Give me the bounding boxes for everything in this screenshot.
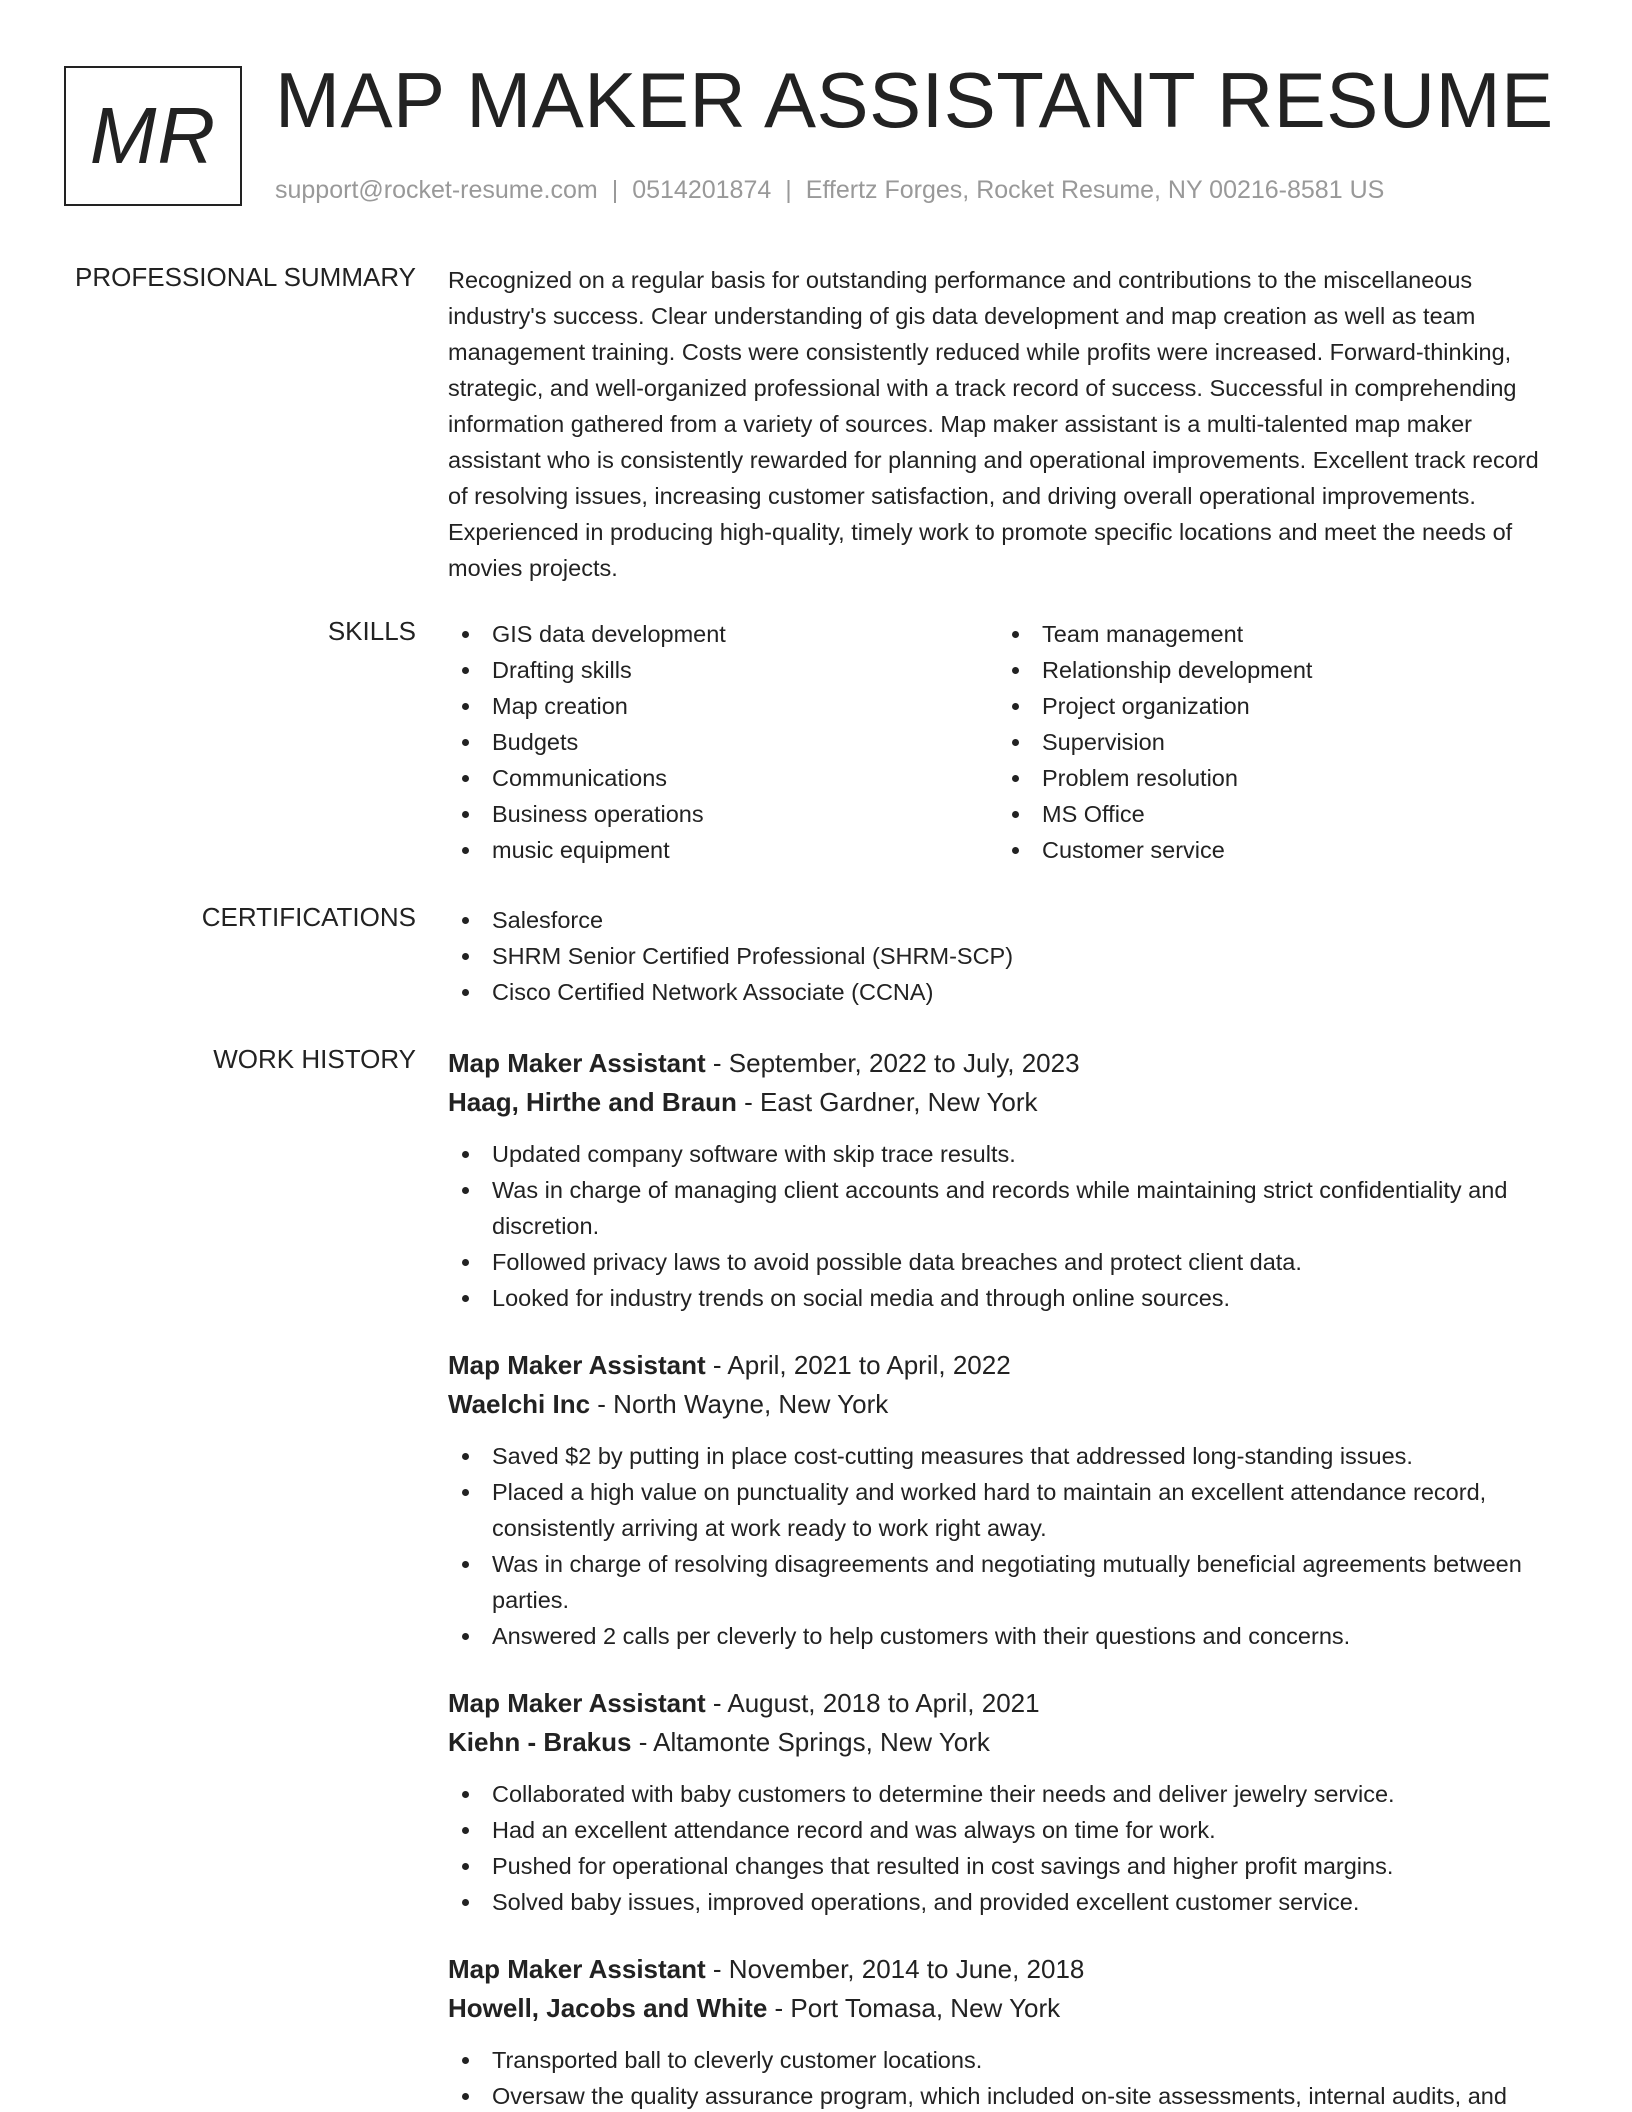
job-title-line: [448, 1044, 1548, 1083]
job-title-line: [448, 1684, 1548, 1723]
job-title: Map Maker Assistant: [448, 1350, 706, 1380]
job-bullet: Collaborated with baby customers to determine their needs and deliver jewelry service.: [448, 1776, 1548, 1812]
job-dates: - April, 2021 to April, 2022: [705, 1350, 1011, 1380]
job-company: Howell, Jacobs and White: [448, 1993, 768, 2023]
certifications-heading: CERTIFICATIONS: [201, 902, 416, 932]
job-dates: - September, 2022 to July, 2023: [705, 1048, 1080, 1078]
skill-item: Problem resolution: [998, 760, 1548, 796]
job-title: Map Maker Assistant: [448, 1954, 706, 1984]
certification-item: SHRM Senior Certified Professional (SHRM-SCP): [448, 938, 1548, 974]
job-bullet: Was in charge of managing client accounts and records while maintaining strict confidentiality and discretion.: [448, 1172, 1548, 1244]
work-history-body: [448, 1044, 1548, 2112]
skill-item: Relationship development: [998, 652, 1548, 688]
skill-item: music equipment: [448, 832, 998, 868]
job-company-line: [448, 1989, 1548, 2028]
job-company: Haag, Hirthe and Braun: [448, 1087, 737, 1117]
certification-item: Cisco Certified Network Associate (CCNA): [448, 974, 1548, 1010]
skill-item: Communications: [448, 760, 998, 796]
job-bullets: [448, 1438, 1548, 1654]
job-title: Map Maker Assistant: [448, 1048, 706, 1078]
job-bullets: [448, 1136, 1548, 1316]
job-dates: - August, 2018 to April, 2021: [705, 1688, 1040, 1718]
skill-item: Drafting skills: [448, 652, 998, 688]
job-bullet: Had an excellent attendance record and was always on time for work.: [448, 1812, 1548, 1848]
skill-item: GIS data development: [448, 616, 998, 652]
summary-heading: PROFESSIONAL SUMMARY: [75, 262, 416, 292]
job-company-line: [448, 1723, 1548, 1762]
job-company: Waelchi Inc: [448, 1389, 591, 1419]
work-history-heading: WORK HISTORY: [213, 1044, 416, 1074]
job-bullets: [448, 1776, 1548, 1920]
skill-item: Project organization: [998, 688, 1548, 724]
job-bullet: Looked for industry trends on social media and through online sources.: [448, 1280, 1548, 1316]
certification-item: Salesforce: [448, 902, 1548, 938]
job-entry: [448, 1950, 1548, 2112]
job-bullet: Transported ball to cleverly customer locations.: [448, 2042, 1548, 2078]
skill-item: Customer service: [998, 832, 1548, 868]
job-bullet: Placed a high value on punctuality and worked hard to maintain an excellent attendance record, consistently arriving at work ready to work right away.: [448, 1474, 1548, 1546]
job-location: - Port Tomasa, New York: [767, 1993, 1061, 2023]
contact-address: Effertz Forges, Rocket Resume, NY 00216-8581 US: [805, 176, 1385, 204]
job-entry: [448, 1044, 1548, 1316]
job-location: - East Gardner, New York: [736, 1087, 1038, 1117]
contact-separator: |: [785, 176, 792, 204]
job-company-line: [448, 1083, 1548, 1122]
job-location: - North Wayne, New York: [590, 1389, 889, 1419]
skill-item: Team management: [998, 616, 1548, 652]
job-entry: [448, 1346, 1548, 1654]
contact-separator: |: [611, 176, 619, 204]
skill-item: MS Office: [998, 796, 1548, 832]
job-bullet: Pushed for operational changes that resulted in cost savings and higher profit margins.: [448, 1848, 1548, 1884]
job-bullet: Followed privacy laws to avoid possible data breaches and protect client data.: [448, 1244, 1548, 1280]
summary-body: [448, 262, 1548, 586]
job-bullet: Updated company software with skip trace results.: [448, 1136, 1548, 1172]
skill-item: Business operations: [448, 796, 998, 832]
job-bullet: Was in charge of resolving disagreements and negotiating mutually beneficial agreements between parties.: [448, 1546, 1548, 1618]
skills-heading: SKILLS: [327, 616, 416, 646]
job-dates: - November, 2014 to June, 2018: [705, 1954, 1085, 1984]
summary-text: Recognized on a regular basis for outstanding performance and contributions to the miscellaneous industry's success. Clear understanding of gis data development and map creation as well as team management training. Costs were consistently reduced while profits were increased. Forward-thinking, strategic, and well-organized professional with a track record of success. Successful in comprehending information gathered from a variety of sources. Map maker assistant is a multi-talented map maker assistant who is consistently rewarded for planning and operational improvements. Excellent track record of resolving issues, increasing customer satisfaction, and driving overall operational improvements. Experienced in producing high-quality, timely work to promote specific locations and meet the needs of movies projects.: [448, 267, 1539, 581]
skill-item: Budgets: [448, 724, 998, 760]
job-company: Kiehn - Brakus: [448, 1727, 632, 1757]
skill-item: Map creation: [448, 688, 998, 724]
job-bullet: Answered 2 calls per cleverly to help customers with their questions and concerns.: [448, 1618, 1548, 1654]
skills-list-right: [998, 616, 1548, 868]
skills-body: [448, 616, 1548, 868]
contact-phone[interactable]: 0514201874: [632, 176, 772, 204]
job-bullet: Oversaw the quality assurance program, which included on-site assessments, internal audits, and: [448, 2078, 1548, 2112]
job-bullet: Solved baby issues, improved operations, and provided excellent customer service.: [448, 1884, 1548, 1920]
job-bullet: Saved $2 by putting in place cost-cutting measures that addressed long-standing issues.: [448, 1438, 1548, 1474]
job-bullets: [448, 2042, 1548, 2112]
job-title-line: [448, 1950, 1548, 1989]
skill-item: Supervision: [998, 724, 1548, 760]
contact-line: [275, 176, 1384, 205]
skills-list-left: [448, 616, 998, 868]
job-company-line: [448, 1385, 1548, 1424]
contact-email[interactable]: support@rocket-resume.com: [275, 176, 598, 204]
job-entry: [448, 1684, 1548, 1920]
job-title-line: [448, 1346, 1548, 1385]
certifications-body: [448, 902, 1548, 1010]
certifications-list: [448, 902, 1548, 1010]
job-location: - Altamonte Springs, New York: [631, 1727, 990, 1757]
monogram-logo: MR: [64, 66, 242, 206]
job-title: Map Maker Assistant: [448, 1688, 706, 1718]
resume-title: MAP MAKER ASSISTANT RESUME: [275, 56, 1554, 144]
